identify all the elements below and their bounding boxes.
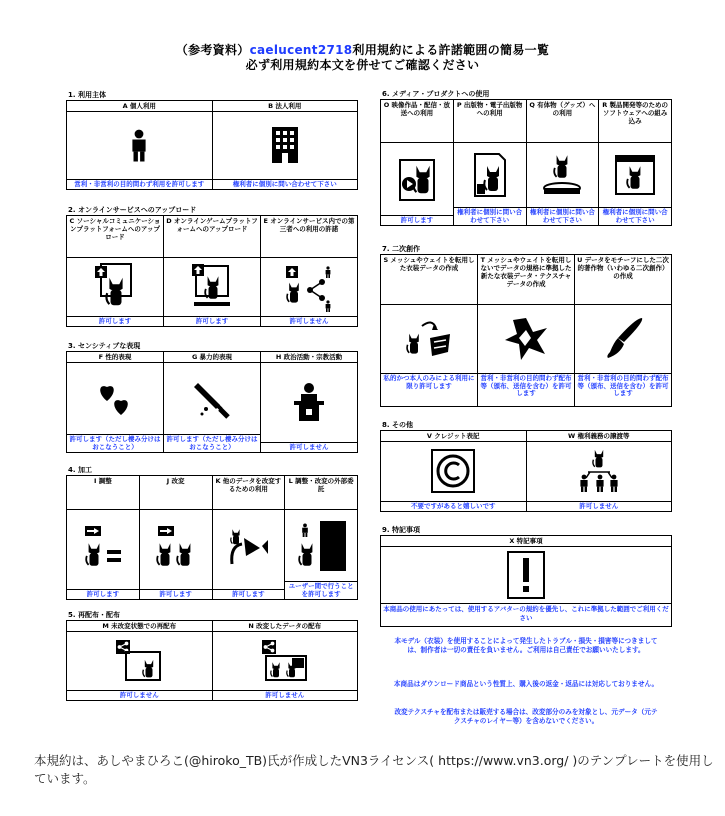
cell-label: X 特記事項 [381, 536, 671, 547]
cell-result: 許可しません [289, 442, 329, 451]
hearts-icon [67, 363, 163, 435]
cell-label: P 出版物・電子出版物への利用 [454, 100, 526, 143]
section-title: 9. 特記事項 [380, 525, 672, 536]
cell-label: O 映像作品・配信・放送への利用 [381, 100, 453, 143]
section-title: 2. オンラインサービスへのアップロード [66, 205, 358, 216]
cell-result: 許可します [232, 589, 265, 598]
section-title: 3. センシティブな表現 [66, 341, 358, 352]
outsource-icon [285, 510, 357, 582]
cell-label: J 改変 [140, 476, 212, 510]
game-upload-icon [164, 258, 260, 317]
note-texture-distribution: 改変テクスチャを配布または販売する場合は、改変部分のみを対象とし、元データ（元テクスチャのレイヤー等）を含めないでください。 [394, 708, 658, 725]
cell-label: K 他のデータを改変するための利用 [213, 476, 285, 510]
section-title: 8. その他 [380, 420, 672, 431]
cell-outsourcing [285, 476, 357, 599]
cell-new-costume [478, 255, 575, 406]
brand-name: caelucent2718 [249, 43, 353, 57]
book-icon [454, 143, 526, 208]
share-modified-icon [213, 632, 358, 691]
cell-result: 営利・非営利の目的問わず配布等（頒布、送信を含む）を許可します [577, 374, 669, 397]
cell-video-use [381, 100, 454, 225]
cell-result: 許可します [98, 316, 132, 325]
section-derivative [380, 244, 672, 407]
cell-modify [140, 476, 213, 599]
cell-violence [164, 352, 261, 452]
mesh-reuse-icon [381, 305, 477, 374]
transfer-icon [213, 510, 285, 590]
title-prefix: （参考資料） [175, 43, 250, 57]
cell-result: 不要ですがあると嬉しいです [411, 501, 496, 510]
cell-label: W 権利義務の譲渡等 [527, 431, 672, 442]
cell-label: T メッシュやウェイトを転用しないでデータの規格に準拠した新たな衣装データ・テクスチャデータの作成 [478, 255, 574, 305]
brush-icon [575, 305, 671, 374]
section-title: 1. 利用主体 [66, 90, 358, 101]
cell-result: 許可しません [289, 316, 329, 325]
cell-label: Q 有体物（グッズ）への利用 [527, 100, 599, 143]
cell-label: V クレジット表記 [381, 431, 526, 442]
cell-result: 許可しません [579, 501, 619, 510]
cell-result: ユーザー間で行うことを許可します [288, 582, 354, 598]
cell-result: 許可しません [265, 690, 305, 699]
cell-use-for-other [213, 476, 286, 599]
cell-result: 許可します（ただし棲み分けはおこなうこと） [69, 435, 161, 451]
third-party-icon [261, 258, 357, 317]
cell-modified-distribution [213, 621, 358, 700]
cell-label: S メッシュやウェイトを転用した衣装データの作成 [381, 255, 477, 305]
adjust-icon [67, 510, 139, 590]
cell-political [261, 352, 357, 452]
cell-result: 許可しません [119, 690, 159, 699]
cell-mesh-reuse [381, 255, 478, 406]
copyright-icon [381, 442, 526, 502]
cell-label: F 性的表現 [67, 352, 163, 363]
cell-label: I 調整 [67, 476, 139, 510]
cell-result: 営利・非営利の目的問わず利用を許可します [74, 179, 205, 188]
cell-result: 権利者に個別に問い合わせて下さい [602, 208, 668, 224]
cell-result: 営利・非営利の目的問わず配布等（頒布、送信を含む）を許可します [480, 374, 572, 397]
section-title: 7. 二次創作 [380, 244, 672, 255]
section-special-notes [380, 525, 672, 627]
building-icon [213, 112, 358, 180]
section-online-upload [66, 205, 358, 327]
video-icon [381, 143, 453, 216]
cell-publication-use [454, 100, 527, 225]
cell-label: D オンラインゲームプラットフォームへのアップロード [164, 216, 260, 258]
window-icon [599, 143, 671, 208]
modify-icon [140, 510, 212, 590]
cell-rights-transfer [527, 431, 672, 511]
section-media-product [380, 89, 672, 226]
cell-unmodified-redistribution [67, 621, 213, 700]
cell-label: R 製品開発等のためのソフトウェアへの組み込み [599, 100, 671, 143]
share-folder-icon [67, 632, 212, 691]
cell-result: 権利者に個別に問い合わせて下さい [457, 208, 523, 224]
cell-result: 許可します（ただし棲み分けはおこなうこと） [166, 435, 258, 451]
social-upload-icon [67, 258, 163, 317]
figure-icon [527, 143, 599, 208]
cell-label: G 暴力的表現 [164, 352, 260, 363]
rights-transfer-icon [527, 442, 672, 502]
cell-personal-use [67, 101, 213, 189]
cell-corporate-use [213, 101, 358, 189]
doc-subtitle: 必ず利用規約本文を併せてご確認ください [245, 58, 480, 72]
cell-result: 私的かつ本人のみによる利用に限り許可します [383, 374, 475, 390]
cell-game-upload [164, 216, 261, 326]
note-no-refund: 本商品はダウンロード商品という性質上、購入後の返金・返品には対応しておりません。 [393, 680, 659, 688]
cell-software-embed [599, 100, 671, 225]
cell-sexual [67, 352, 164, 452]
cell-label: H 政治活動・宗教活動 [261, 352, 357, 363]
cell-label: U データをモチーフにした二次的著作物（いわゆる二次創作）の作成 [575, 255, 671, 305]
cell-result: 許可します [159, 589, 192, 598]
cell-result: 権利者に個別に問い合わせて下さい [529, 208, 595, 224]
exclamation-icon [381, 547, 671, 604]
person-icon [67, 112, 212, 180]
section-title: 6. メディア・プロダクトへの使用 [380, 89, 672, 100]
cell-label: N 改変したデータの配布 [213, 621, 358, 632]
cell-label: E オンラインサービス内での第三者への利用の許諾 [261, 216, 357, 258]
title-suffix: 利用規約による許諾範囲の簡易一覧 [352, 43, 550, 57]
section-sensitive [66, 341, 358, 453]
cell-goods-use [527, 100, 600, 225]
cell-result: 許可します [195, 316, 229, 325]
cell-social-upload [67, 216, 164, 326]
cell-label: B 法人利用 [213, 101, 358, 112]
podium-icon [261, 363, 357, 443]
section-other [380, 420, 672, 512]
cell-credit [381, 431, 527, 511]
section-title: 5. 再配布・配布 [66, 610, 358, 621]
section-redistribution [66, 610, 358, 701]
cell-result: 権利者に個別に問い合わせて下さい [232, 179, 337, 188]
cell-result: 本商品の使用にあたっては、使用するアバターの規約を優先し、これに準拠した範囲でご利用ください [383, 605, 669, 622]
cell-special-note [381, 536, 671, 626]
cell-label: A 個人利用 [67, 101, 212, 112]
cell-label: C ソーシャルコミュニケーションプラットフォームへのアップロード [67, 216, 163, 258]
cell-label: L 調整・改変の外部委託 [285, 476, 357, 510]
cell-label: M 未改変状態での再配布 [67, 621, 212, 632]
cell-result: 許可します [400, 215, 434, 224]
cell-fan-work [575, 255, 671, 406]
cell-third-party-license [261, 216, 357, 326]
footer-credit: 本規約は、あしやまひろこ(@hiroko_TB)氏が作成したVN3ライセンス( https://www.vn3.org/ )のテンプレートを使用しています。 [34, 753, 714, 786]
section-processing [66, 465, 358, 600]
cell-result: 許可します [86, 589, 120, 598]
shape-icon [478, 305, 574, 374]
cell-adjust [67, 476, 140, 599]
section-title: 4. 加工 [66, 465, 358, 476]
section-usage-subject [66, 90, 358, 190]
knife-icon [164, 363, 260, 435]
note-liability: 本モデル（衣装）を使用することによって発生したトラブル・損失・損害等につきましては、制作者は一切の責任を負いません。ご利用は自己責任でお願いいたします。 [394, 637, 658, 654]
